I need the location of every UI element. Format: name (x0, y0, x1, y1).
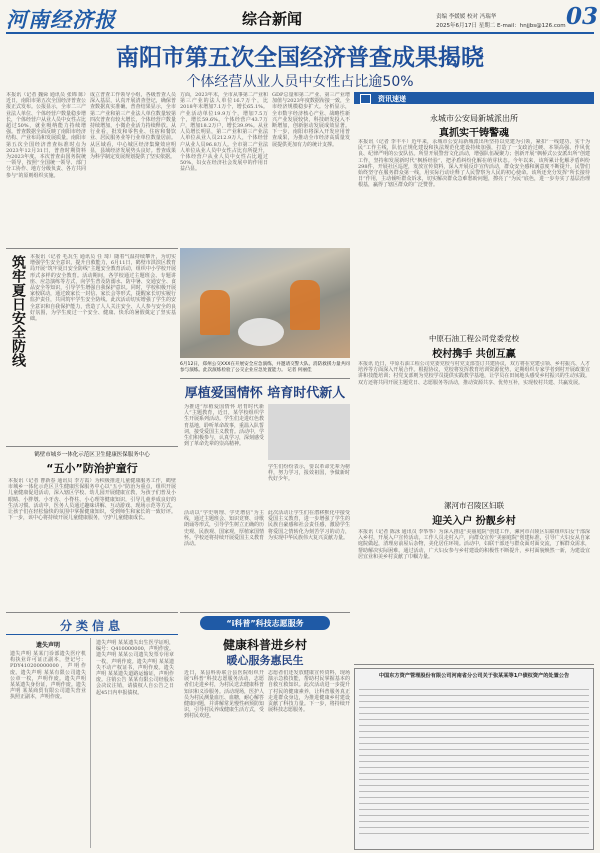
lead-headline: 南阳市第五次全国经济普查成果揭晓 (116, 45, 484, 71)
notice-title: 中国东方资产管理股份有限公司河南省分公司关于张某某等1户债权资产的处置公告 (378, 673, 570, 679)
right-story1-kicker: 永城市公安局新城派出所 (430, 114, 518, 123)
express-label: 资讯速递 (378, 95, 406, 103)
right-story1-title: 真抓实干铸警魂 (439, 128, 509, 139)
left-story1-text: 本报讯（记者 毛瓦生 通讯员 任 琦）随着气温持续攀升，为切实增强学生安全意识，提升自救能力，6月11日，鹤壁市淇滨区教育局开展“筑牢夏日安全防线”主题安全教育活动，组织中小学校开展形式多样的安全教育。活动期间，各学校通过主题班会、专题讲座、应急演练等方式，向学生普及防溺水、防中暑、交通安全、食品安全等知识，引导学生增强自我保护意识。同时，学校积极开展家校联动，通过致家长一封信、家长会等形式，提醒家长切实履行监护责任，共同筑牢学生安全防线。此次活动切实增强了学生的安全意识和自我保护能力，营造了人人关注安全、人人参与安全的良好氛围，为学生度过一个安全、健康、快乐的暑假奠定了坚实基础。 (30, 254, 176, 323)
lead-text-col-2: 成立普查工作领导小组，各级普查人员深入基层，认真开展清查登记，确保普查数据真实准确。普查结果显示，全市第二产业和第三产业法人单位数量较第四次普查有较大增长，个体经营户数量持续增加，小微企业活力持续释放。从行业看，批发和零售业、住宿和餐饮业、居民服务业等行业单位数量居前。从区域看，中心城区经济集聚效应明显，县域经济发展势头良好。普查成果为科学制定发展规划提供了坚实依据。 (90, 92, 176, 161)
lead-photo-caption: 6月12日，郑州公交XXX在开展安全应急演练，并邀请交警大队、消防救援力量共同参与演练。此次演练检验了公交企业应急处置能力。 记者 何丽佳 (180, 362, 350, 373)
classified-tag: 遗失声明 (35, 642, 60, 649)
classified-title: 分类信息 (59, 619, 124, 633)
page-number: 03 (566, 3, 599, 30)
divider (6, 612, 178, 613)
volunteer-tag: “i科普”科技志愿服务 (226, 619, 304, 628)
volunteer-text-col-1: 近日，某县科协联合县医院组织开展“i科普”科技志愿服务活动，志愿者们走进乡村，为村民送去健康科普知识和义诊服务。活动现场，医护人员为村民测量血压、血糖，耐心解答健康问题，并讲解常见慢性病预防知识，引导村民养成健康生活方式，受到村民欢迎。 (184, 670, 264, 720)
right-story2-title: 校村携手 共创互赢 (432, 349, 516, 360)
masthead-rule (6, 32, 594, 34)
feature-photo (268, 404, 350, 460)
left-story1-title: 筑牢夏日安全防线 (10, 255, 26, 367)
extinguisher-spray (238, 318, 284, 346)
left-story2-text: 本报讯（记者 曹新春 通讯员 李方霞）为积极推进儿童健康服务工作，鹤壁市城乡一体化示范区卫生健康医保服务中心以“五小”防治为重点，组织开展儿童健康促进活动，深入辖区学校、幼儿园开展健康宣教，为孩子们普及小眼睛、小胖墩、小牙齿、小脊柱、小心理等健康知识，引导儿童养成良好的生活习惯。活动中，医务人员通过趣味讲解、互动游戏、现场示范等方式，让孩子们在轻松愉快的氛围中掌握健康知识，受到师生和家长的一致好评。下一步，该中心将持续开展儿童健康服务，守护儿童健康成长。 (8, 478, 176, 522)
left-story2-kicker: 鹤壁市城乡一体化示范区卫生健康医保服务中心 (34, 452, 150, 458)
newspaper-name: 河南经济报 (6, 7, 116, 32)
classified-column-right (92, 638, 178, 848)
lead-text-col-3: 方面，2023年末，全市从事第二产业和第三产业的法人单位16.7万个，比2018年末增加7.1万个，增长65.1%。产业活动单位19.9万个，增加7.5万个，增长59.6%。个体经营户43.7万户，增加18.2万户，增长39.9%。从业人员增长明显，第二产业和第三产业法人单位从业人员212.9万人，个体经营户从业人员96.8万人。全市第二产业法人单位从业人员中女性占比有所提升，个体经营户从业人员中女性占比超过50%，妇女在经济社会发展中的作用日益凸显。 (180, 92, 268, 173)
volunteer-text-col-2: 志愿者们还发放健康宣传资料，现场演示急救技能，帮助村民掌握基本的自救互救知识。此次活动进一步提升了村民的健康素养，让科普服务真正走进群众身边，为推进健康乡村建设贡献了科技力量。下一步，将持续开展科技志愿服务。 (268, 670, 350, 714)
document-icon (360, 94, 371, 104)
feature-text-col-1: 为推进“厚植爱国情怀 培育时代新人”主题教育，近日，某学校组织学生开展系列活动。学生们走进红色教育基地，聆听革命故事，重温入队誓词，接受爱国主义教育。活动中，学生们积极参与，认真学习，深刻感受到了革命先辈的崇高精神。 (184, 404, 264, 448)
right-story2-text: 本报讯 近日，中原石油工程公司党委党校与村党支部签订共建协议，双方将在党建引领、乡村振兴、人才培养等方面深入开展合作。根据协议，党校将发挥教育培训资源优势，定期组织专家学者到村开展政策宣讲和技能培训；村党支部则为党校学员提供实践教学基地，让学员在田间地头感受乡村振兴的生动实践。双方还将共同开展主题党日、志愿服务等活动，推动资源共享、优势互补，实现校村共建、共赢发展。 (358, 361, 590, 386)
divider (354, 664, 594, 665)
feature-text-col-2: 学生们纷纷表示，要以革命先辈为榜样，努力学习，报效祖国，争做新时代好少年。 (268, 464, 350, 483)
classified-right-text: 遗失声明 某某遗失出生医学证明，编号：Q410000000，声明作废。遗失声明 某某公司遗失发票专用章一枚，声明作废。遗失声明 某某遗失不动产权证书，声明作废。遗失声明 某某遗失道路运输证，声明作废。注销公告 某某有限公司经股东会决议注销，请债权人自公告之日起45日内申报债权。 (96, 640, 174, 696)
right-story1-text: 本报讯（记者 李丰平）近年来，永城市公安局新城派出所坚持以党建为引领，紧扣“一线建功、实干为民”工作主线，队伍正规化建设和执法规范化建设持续加强，打造了一支政治过硬、本领高强、作风优良、纪律严明的公安队伍。所里开展警营文化活动，增强队伍凝聚力；创新开展“枫桥式公安派出所”创建工作，坚持和发展新时代“枫桥经验”，把矛盾纠纷化解在萌芽状态。今年以来，该所累计化解矛盾纠纷298件，开展社区巡逻，发放宣传资料，深入开展反诈宣传活动，群众安全感和满意度不断提升。民警们始终坚守在服务群众第一线，用实际行动诠释了人民警察为人民的初心使命。该所还充分发挥“所长接待日”作用，主动倾听群众诉求，切实解决群众急难愁盼问题，擦亮了“为民”底色，进一步夯实了基层治理根基，赢得了辖区群众的广泛赞誉。 (358, 139, 590, 189)
classified-column-left (6, 638, 91, 848)
right-story3-kicker: 漯河市召陵区妇联 (444, 501, 504, 510)
notice-table (359, 684, 589, 834)
lead-text-col-4: GDP总量和第二产业、第三产业增加值与2023年度数据衔接一致，全市经济规模稳步扩大。分析显示，全市数字经济核心产业、战略性新兴产业发展较快，科技研发投入不断增加，创新驱动发展成效显著。下一步，南阳市将深入开发应用普查成果，为推动全市经济高质量发展提供更加有力的统计支撑。 (272, 92, 350, 148)
editor-line: 责编 李媛媛 校对 冯瑞华 (436, 14, 497, 20)
date-line: 2025年6月17日 星期二 E-mail：hnjjbs@126.com (436, 23, 566, 29)
classified-rule (6, 634, 178, 635)
divider (180, 612, 350, 613)
lead-subtitle: 个体经营从业人员中女性占比逾50% (186, 74, 414, 90)
volunteer-title: 健康科普进乡村 (222, 638, 307, 652)
feature-text-col-4: 此次活动让学生们在潜移默化中接受爱国主义教育，进一步增强了学生的民族自豪感和社会责任感，激励学生将爱国之情转化为刻苦学习的动力，为实现中华民族伟大复兴贡献力量。 (268, 510, 350, 541)
firefighter-figure (200, 290, 230, 335)
photo-credit: 记者 何丽佳 (287, 368, 312, 373)
lead-text-col-1: 本报讯（记者 魏舜 通讯员 张锦 陈）近日，南阳市第五次全国经济普查公报正式发布。公报显示，全市二三产业法人单位、个体经营户数量稳步增长，个体经营户从业人员中女性占比超过50%，就业吸纳能力持续增强。普查数据全面反映了南阳市经济结构、产业布局和发展质量。南阳市第五次全国经济普查标准时点为2023年12月31日，普查时期资料为2023年度。本次普查由国务院统一领导，按照“全国统一领导、部门分工协作、地方分级负责、各方共同参与”的原则组织实施。 (6, 92, 86, 179)
left-story2-title: “五小”防治护童行 (46, 462, 138, 475)
section-name: 综合新闻 (242, 10, 303, 28)
divider (180, 378, 350, 379)
notice-box (354, 668, 594, 850)
classified-left-text: 遗失声明 某某门诊部遗失医疗机构执业许可证正副本，登记号：PDY410200000000，声明作废。遗失声明 某某有限公司遗失公章一枚，声明作废。遗失声明 某某遗失身份证，声明作废。遗失声明 某某商贸有限公司遗失营业执照正副本，声明作废。 (10, 651, 86, 701)
feature-text-col-3: 活动以“学史明理、学史增信”为主线，通过主题班会、知识竞赛、诗歌朗诵等形式，引导学生树立正确的历史观、民族观、国家观，厚植家国情怀。学校还将持续开展爱国主义教育活动。 (184, 510, 264, 548)
right-story2-kicker: 中原石油工程公司党委党校 (429, 334, 519, 343)
divider (6, 248, 178, 249)
firefighter-figure (290, 280, 320, 330)
feature-title: 厚植爱国情怀 培育时代新人 (184, 386, 346, 401)
divider (6, 446, 178, 447)
right-story3-text: 本报讯（记者 陈泳 通讯员 李筝筝）为深入推进“美丽庭院”创建工作，漯河市召陵区妇联组织妇女干部深入乡村，开展入户宣传活动。工作人员走村入户，向群众宣传“美丽庭院”创建标准，引导广大妇女从自家庭院做起，清理房前屋后杂物，美化居住环境。活动中，妇联干部还与群众面对面交流，了解群众需求，帮助解决实际困难。通过活动，广大妇女参与乡村建设的积极性不断提升，乡村面貌焕然一新，为建设宜居宜业和美乡村贡献了巾帼力量。 (358, 529, 590, 560)
volunteer-subtitle: 暖心服务惠民生 (226, 654, 304, 667)
right-story3-title: 迎关入户 扮靓乡村 (432, 516, 516, 527)
